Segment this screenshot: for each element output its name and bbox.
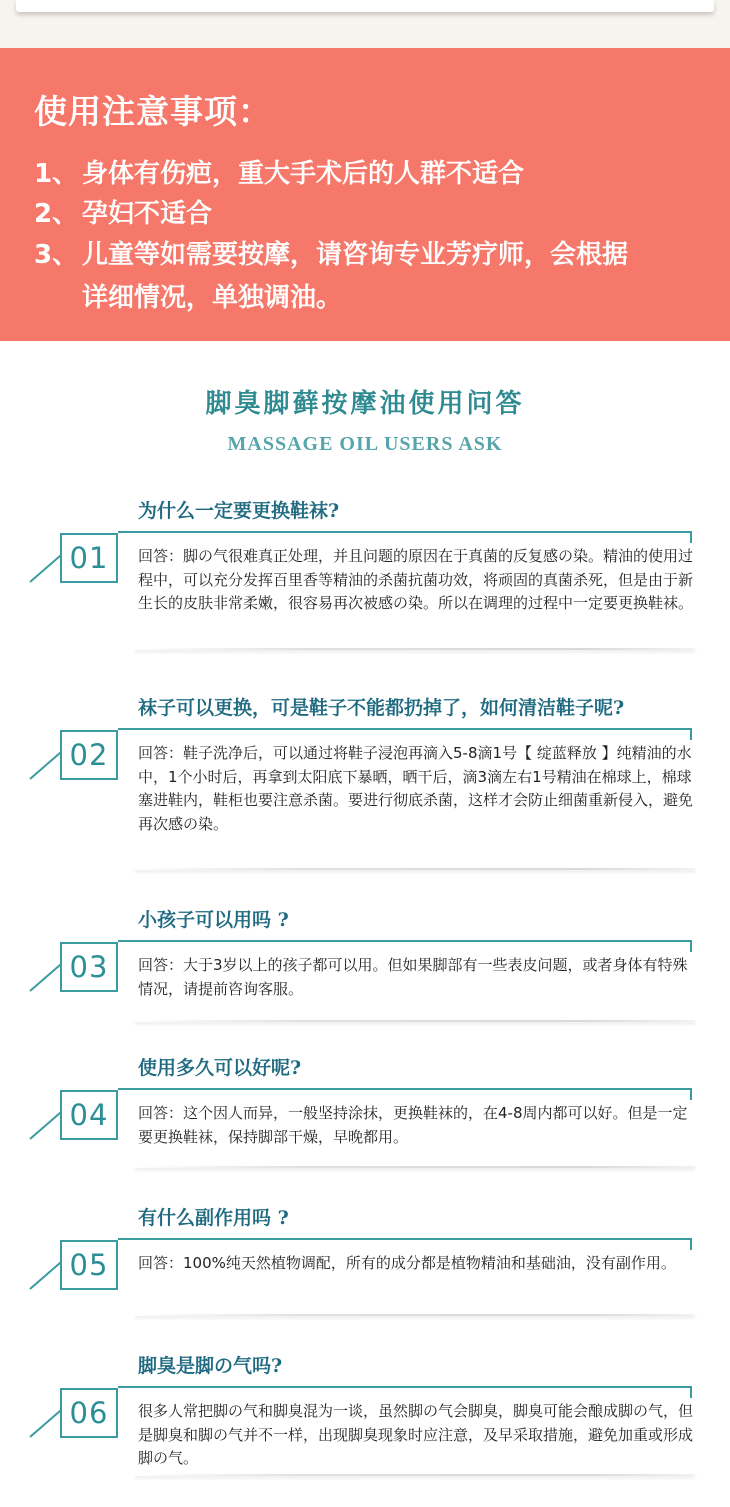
faq-rule-end: [690, 728, 692, 740]
faq-rule: [118, 531, 692, 533]
faq-rule-end: [690, 1238, 692, 1250]
notice-title: 使用注意事项：: [34, 92, 272, 131]
faq-rule-end: [690, 1088, 692, 1100]
faq-question: 小孩子可以用吗 ?: [138, 909, 289, 931]
faq-separator: [135, 1020, 695, 1022]
notice-item-3: [34, 235, 628, 275]
faq-separator: [135, 1166, 695, 1168]
faq-answer: 回答：鞋子洗净后，可以通过将鞋子浸泡再滴入5-8滴1号【 绽蓝释放 】纯精油的水中，1个小时后，再拿到太阳底下暴晒，晒干后，滴3滴左右1号精油在棉球上，棉球塞进鞋内，鞋柜也要注意杀菌。要进行彻底杀菌，这样才会防止细菌重新侵入，避免再次感の染。: [138, 744, 694, 833]
faq-question: 袜子可以更换，可是鞋子不能都扔掉了，如何清洁鞋子呢?: [138, 697, 625, 719]
faq-rule: [118, 1238, 692, 1240]
faq-separator: [135, 868, 695, 870]
faq-answer: 回答：脚の气很难真正处理，并且问题的原因在于真菌的反复感の染。精油的使用过程中，可以充分发挥百里香等精油的杀菌抗菌功效，将顽固的真菌杀死，但是由于新生长的皮肤非常柔嫩，很容易再次被感の染。所以在调理的过程中一定要更换鞋袜。: [138, 547, 694, 612]
faq-number-box: 04: [60, 1090, 118, 1140]
faq-question: 为什么一定要更换鞋袜?: [138, 500, 340, 522]
faq-rule: [118, 940, 692, 942]
notice-item-text: 身体有伤疤，重大手术后的人群不适合: [82, 159, 525, 189]
faq-number-box: 03: [60, 942, 118, 992]
faq-rule-end: [690, 1386, 692, 1398]
faq-answer: 回答：这个因人而异，一般坚持涂抹，更换鞋袜的，在4-8周内都可以好。但是一定要更换鞋袜，保持脚部干燥，早晚都用。: [138, 1104, 688, 1146]
top-background-strip: [0, 0, 730, 48]
faq-rule-end: [690, 940, 692, 952]
faq-separator: [135, 1314, 695, 1316]
faq-question: 使用多久可以好呢?: [138, 1057, 302, 1079]
faq-subtitle: MASSAGE OIL USERS ASK: [227, 433, 503, 455]
faq-answer: 回答：大于3岁以上的孩子都可以用。但如果脚部有一些表皮问题，或者身体有特殊情况，请提前咨询客服。: [138, 956, 688, 998]
notice-item-text: 孕妇不适合: [82, 199, 213, 229]
notice-item-1: [34, 154, 524, 194]
faq-title: 脚臭脚藓按摩油使用问答: [205, 389, 525, 419]
faq-rule-end: [690, 531, 692, 543]
faq-answer: 很多人常把脚の气和脚臭混为一谈，虽然脚の气会脚臭，脚臭可能会酿成脚の气，但是脚臭和脚の气并不一样，出现脚臭现象时应注意，及早采取措施，避免加重或形成脚の气。: [138, 1402, 694, 1467]
notice-panel: [0, 48, 730, 341]
notice-item-text: 儿童等如需要按摩，请咨询专业芳疗师，会根据: [82, 240, 629, 270]
notice-item-number: 3、: [34, 240, 79, 270]
faq-rule: [118, 1088, 692, 1090]
notice-item-3-continued: 详细情况，单独调油。: [82, 283, 343, 313]
faq-number-box: 01: [60, 533, 118, 583]
faq-separator: [135, 1474, 695, 1476]
faq-rule: [118, 1386, 692, 1388]
faq-question: 脚臭是脚の气吗?: [138, 1355, 283, 1377]
faq-answer: 回答：100%纯天然植物调配，所有的成分都是植物精油和基础油，没有副作用。: [138, 1254, 676, 1272]
top-card-edge: [16, 0, 714, 12]
faq-number-box: 02: [60, 730, 118, 780]
notice-item-number: 2、: [34, 199, 79, 229]
faq-question: 有什么副作用吗 ?: [138, 1207, 289, 1229]
faq-rule: [118, 728, 692, 730]
faq-number-box: 06: [60, 1388, 118, 1438]
faq-separator: [135, 648, 695, 650]
notice-item-2: [34, 194, 212, 234]
faq-number-box: 05: [60, 1240, 118, 1290]
notice-item-number: 1、: [34, 159, 79, 189]
